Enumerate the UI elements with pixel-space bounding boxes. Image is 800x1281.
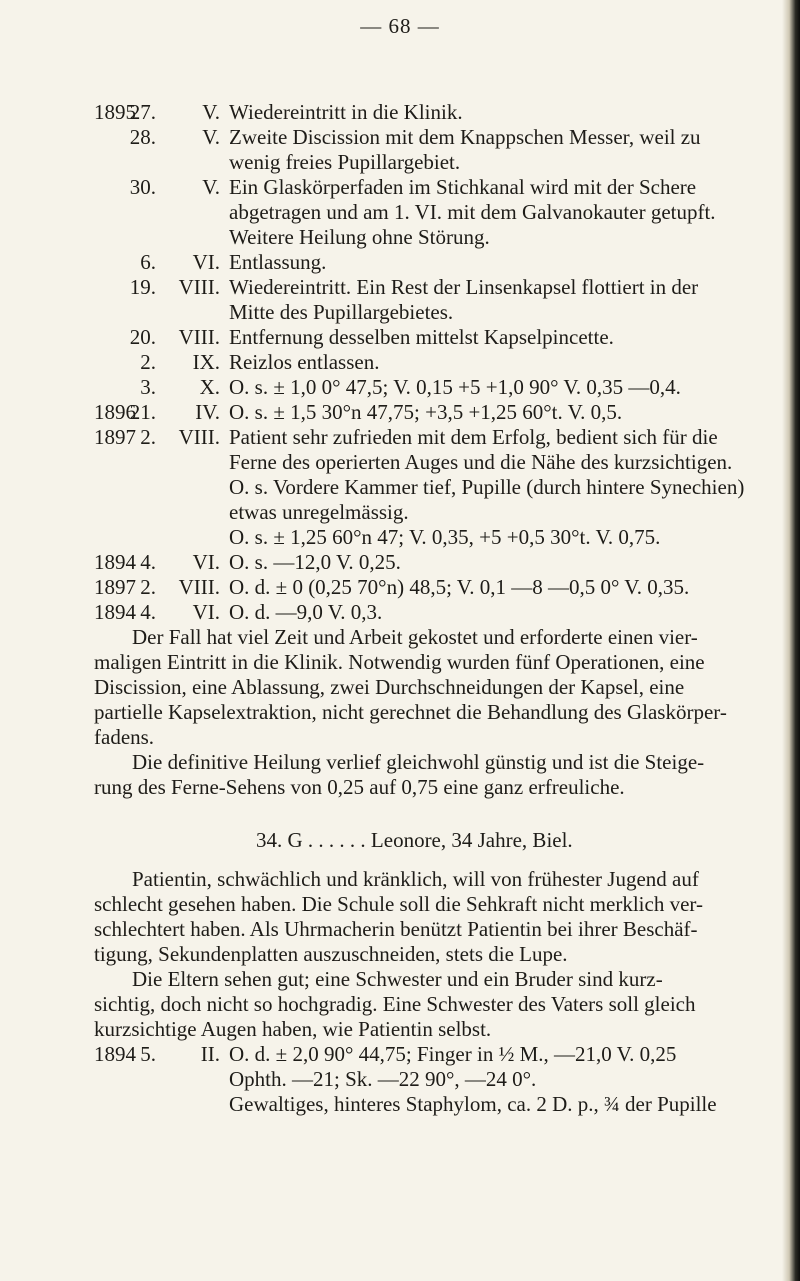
log-text-line: Ophth. —21; Sk. —22 90°, —24 0°.: [229, 1067, 537, 1091]
log-day: 4.: [140, 600, 156, 624]
log-month: V.: [202, 175, 220, 199]
paragraph-line: Der Fall hat viel Zeit und Arbeit gekostet und erforderte einen vier-: [132, 625, 698, 649]
log-text-line: Entlassung.: [229, 250, 327, 274]
log-text-line: O. s. ± 1,5 30°n 47,75; +3,5 +1,25 60°t. V. 0,5.: [229, 400, 623, 424]
log-text-line: O. s. ± 1,25 60°n 47; V. 0,35, +5 +0,5 30°t. V. 0,75.: [229, 525, 661, 549]
log-month: IV.: [195, 400, 220, 424]
log-year: 1897: [94, 575, 136, 599]
log-text-line: Wiedereintritt. Ein Rest der Linsenkapsel flottiert in der: [229, 275, 699, 299]
log-text-line: abgetragen und am 1. VI. mit dem Galvanokauter getupft.: [229, 200, 716, 224]
log-entry: [0, 350, 800, 375]
log-entry: [0, 375, 800, 400]
log-month: VIII.: [178, 425, 220, 449]
log-text-line: Mitte des Pupillargebietes.: [229, 300, 454, 324]
log-text-line: O. s. Vordere Kammer tief, Pupille (durch hintere Synechien): [229, 475, 745, 499]
paragraph-line: sichtig, doch nicht so hochgradig. Eine Schwester des Vaters soll gleich: [94, 992, 696, 1016]
paragraph-healing: [94, 750, 770, 800]
log-text-line: O. s. ± 1,0 0° 47,5; V. 0,15 +5 +1,0 90° V. 0,35 —0,4.: [229, 375, 681, 399]
document-body: [0, 100, 800, 1117]
log-text-line: O. d. ± 0 (0,25 70°n) 48,5; V. 0,1 —8 —0,5 0° V. 0,35.: [229, 575, 690, 599]
log-day: 4.: [140, 550, 156, 574]
log-entry: [0, 600, 800, 625]
log-entry: [0, 100, 800, 125]
log-text-line: Ein Glaskörperfaden im Stichkanal wird mit der Schere: [229, 175, 697, 199]
paragraph-line: Die Eltern sehen gut; eine Schwester und ein Bruder sind kurz-: [132, 967, 663, 991]
log-entry: [0, 425, 800, 550]
log-entry-text: [229, 275, 770, 325]
log-entry-text: [229, 100, 770, 125]
log-text-line: Patient sehr zufrieden mit dem Erfolg, bedient sich für die: [229, 425, 718, 449]
log-year: 1897: [94, 425, 136, 449]
log-day: 5.: [140, 1042, 156, 1066]
log-entry-text: [229, 400, 770, 425]
log-month: V.: [202, 125, 220, 149]
log-entry-text: [229, 350, 770, 375]
log-entry: [0, 125, 800, 175]
log-entry: [0, 575, 800, 600]
log-year: 1894: [94, 1042, 136, 1066]
log-year: 1894: [94, 550, 136, 574]
paragraph-line: partielle Kapselextraktion, nicht gerechnet die Behandlung des Glaskörper-: [94, 700, 727, 724]
log-text-line: Entfernung desselben mittelst Kapselpincette.: [229, 325, 614, 349]
log-year: 1894: [94, 600, 136, 624]
paragraph-line: schlechtert haben. Als Uhrmacherin benützt Patientin bei ihrer Beschäf-: [94, 917, 698, 941]
paragraph-line: maligen Eintritt in die Klinik. Notwendig wurden fünf Operationen, eine: [94, 650, 705, 674]
log-month: VIII.: [178, 275, 220, 299]
log-entry: [0, 400, 800, 425]
log-day: 6.: [140, 250, 156, 274]
log-month: VI.: [192, 600, 220, 624]
log-day: 2.: [140, 575, 156, 599]
log-entry-text: [229, 600, 770, 625]
log-text-line: Weitere Heilung ohne Störung.: [229, 225, 490, 249]
log-month: V.: [202, 100, 220, 124]
log-text-line: wenig freies Pupillargebiet.: [229, 150, 461, 174]
log-entry: [0, 1042, 800, 1117]
log-entry-text: [229, 325, 770, 350]
log-day: 27.: [129, 100, 156, 124]
log-month: VIII.: [178, 325, 220, 349]
log-day: 28.: [129, 125, 156, 149]
log-entry-text: [229, 425, 770, 550]
log-entry-text: [229, 375, 770, 400]
log-day: 20.: [129, 325, 156, 349]
paragraph-line: rung des Ferne-Sehens von 0,25 auf 0,75 eine ganz erfreuliche.: [94, 775, 625, 799]
page-number: — 68 —: [360, 14, 440, 38]
log-entry: [0, 325, 800, 350]
log-text-line: Gewaltiges, hinteres Staphylom, ca. 2 D. p., ¾ der Pupille: [229, 1092, 717, 1116]
log-month: X.: [199, 375, 220, 399]
log-year: 1896: [94, 400, 136, 424]
log-text-line: O. s. —12,0 V. 0,25.: [229, 550, 401, 574]
paragraph-line: Discission, eine Ablassung, zwei Durchschneidungen der Kapsel, eine: [94, 675, 685, 699]
log-text-line: O. d. ± 2,0 90° 44,75; Finger in ½ M., —21,0 V. 0,25: [229, 1042, 677, 1066]
paragraph-line: kurzsichtige Augen haben, wie Patientin selbst.: [94, 1017, 492, 1041]
case-heading: 34. G . . . . . . Leonore, 34 Jahre, Biel.: [256, 828, 573, 852]
log-year: 1895: [94, 100, 136, 124]
log-entry: [0, 175, 800, 250]
log-text-line: Wiedereintritt in die Klinik.: [229, 100, 463, 124]
log-month: VI.: [192, 250, 220, 274]
log-entry: [0, 550, 800, 575]
log-entry-text: [229, 175, 770, 250]
log-month: II.: [200, 1042, 220, 1066]
log-day: 19.: [129, 275, 156, 299]
paragraph-line: tigung, Sekundenplatten auszuschneiden, stets die Lupe.: [94, 942, 568, 966]
clinical-log-2: [0, 1042, 800, 1117]
paragraph-patient-history: [94, 867, 770, 967]
log-day: 3.: [140, 375, 156, 399]
log-month: VIII.: [178, 575, 220, 599]
paragraph-line: fadens.: [94, 725, 155, 749]
log-month: IX.: [192, 350, 220, 374]
log-text-line: Reizlos entlassen.: [229, 350, 380, 374]
log-month: VI.: [192, 550, 220, 574]
paragraph-family-history: [94, 967, 770, 1042]
paragraph-line: Patientin, schwächlich und kränklich, will von frühester Jugend auf: [132, 867, 699, 891]
paragraph-line: schlecht gesehen haben. Die Schule soll die Sehkraft nicht merklich ver-: [94, 892, 703, 916]
log-day: 2.: [140, 350, 156, 374]
log-entry: [0, 275, 800, 325]
log-entry: [0, 250, 800, 275]
log-day: 30.: [129, 175, 156, 199]
log-entry-text: [229, 125, 770, 175]
log-day: 2.: [140, 425, 156, 449]
clinical-log-1: [0, 100, 800, 625]
log-entry-text: [229, 1042, 770, 1117]
log-text-line: O. d. —9,0 V. 0,3.: [229, 600, 383, 624]
paragraph-case-summary: [94, 625, 770, 750]
log-day: 21.: [129, 400, 156, 424]
log-text-line: etwas unregelmässig.: [229, 500, 409, 524]
paragraph-line: Die definitive Heilung verlief gleichwohl günstig und ist die Steige-: [132, 750, 705, 774]
log-entry-text: [229, 250, 770, 275]
log-text-line: Ferne des operierten Auges und die Nähe des kurzsichtigen.: [229, 450, 733, 474]
log-text-line: Zweite Discission mit dem Knappschen Messer, weil zu: [229, 125, 701, 149]
log-entry-text: [229, 550, 770, 575]
log-entry-text: [229, 575, 770, 600]
